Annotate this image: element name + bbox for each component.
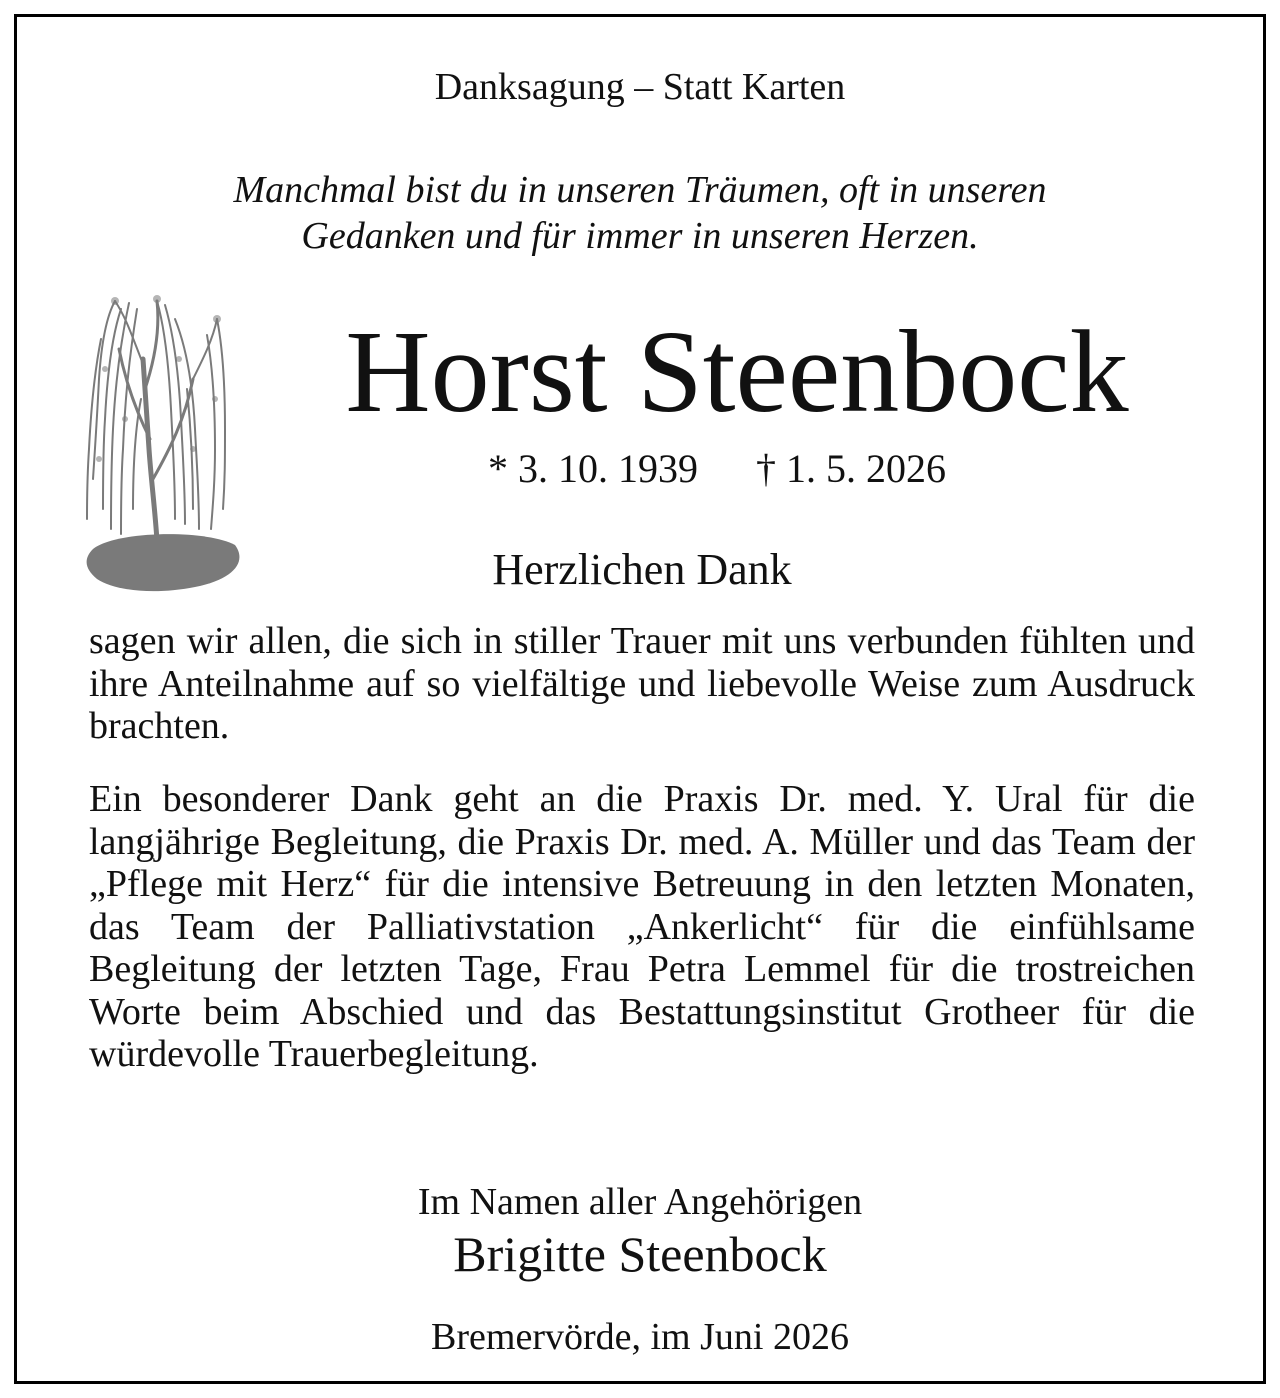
- notice-header: Danksagung – Statt Karten: [434, 66, 846, 108]
- thanks-heading: Herzlichen Dank: [492, 545, 792, 594]
- birth-date: * 3. 10. 1939: [488, 446, 698, 491]
- quote-line-2: Gedanken und für immer in unseren Herzen.: [301, 215, 979, 257]
- death-date: † 1. 5. 2026: [756, 446, 946, 491]
- place-and-date: Bremervörde, im Juni 2026: [431, 1316, 849, 1358]
- thanks-paragraph-2: Ein besonderer Dank geht an die Praxis Dr. med. Y. Ural für die langjährige Begleitung, die Praxis Dr. med. A. Müller und das Team der „Pflege mit Herz“ für die intensive Betreuung in den letzten Monaten, das Team der Palliativstation „Ankerlicht“ für die einfühlsame Begleitung der letzten Tage, Frau Petra Lemmel für die trostreichen Worte beim Abschied und das Bestattungsinstitut Grotheer für die würdevolle Trauerbegleitung.: [89, 778, 1195, 1075]
- life-dates: [217, 445, 1217, 493]
- deceased-name: Horst Steenbock: [345, 306, 1129, 437]
- obituary-notice: [14, 14, 1266, 1384]
- memorial-quote: [77, 167, 1203, 259]
- thanks-paragraph-1: sagen wir allen, die sich in stiller Trauer mit uns verbunden fühlten und ihre Anteilnahme auf so vielfältige und liebevolle Weise zum Ausdruck brachten.: [89, 620, 1195, 747]
- signature-intro: Im Namen aller Angehörigen: [417, 1181, 863, 1223]
- quote-line-1: Manchmal bist du in unseren Träumen, oft in unseren: [233, 169, 1047, 211]
- signature-name: Brigitte Steenbock: [453, 1226, 827, 1282]
